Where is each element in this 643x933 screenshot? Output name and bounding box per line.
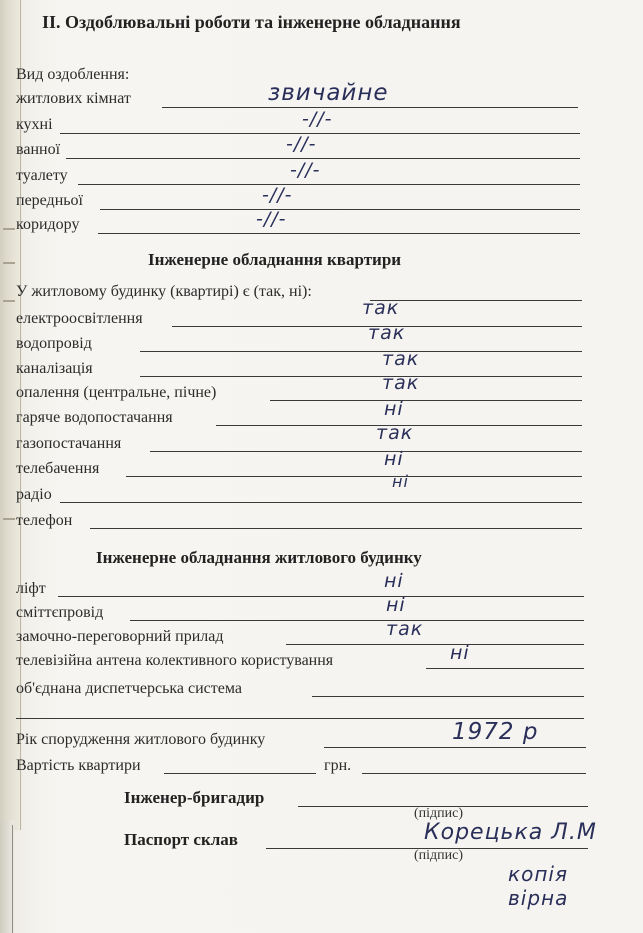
building-equipment-heading: Інженерне обладнання житлового будинку [96, 548, 422, 567]
equip-label-gas: газопостачання [16, 435, 122, 452]
fill-line [426, 668, 584, 669]
binding-edge-lower [12, 825, 13, 933]
engineer-caption: (підпис) [414, 806, 464, 821]
building-value-garbage: ні [386, 594, 406, 616]
binding-mark [3, 262, 15, 264]
finishing-label-hall: передньої [16, 192, 83, 209]
finishing-value-kitchen: -//- [302, 108, 333, 130]
year-value: 1972 р [452, 719, 539, 745]
cost-currency: грн. [324, 757, 352, 774]
finishing-value-corridor: -//- [256, 208, 287, 230]
equip-value-water: так [368, 322, 406, 344]
fill-line [78, 184, 580, 185]
finishing-value-hall: -//- [262, 184, 293, 206]
building-label-garbage: сміттєпровід [16, 604, 104, 621]
fill-line [130, 620, 584, 621]
equip-label-radio: радіо [16, 486, 52, 503]
equip-value-lighting: так [362, 297, 400, 319]
fill-line [98, 233, 580, 234]
finishing-label-rooms: житлових кімнат [16, 90, 131, 107]
equip-label-sewer: каналізація [16, 360, 93, 377]
finishing-label-toilet: туалету [16, 167, 68, 184]
fill-line [312, 696, 584, 697]
section-title: II. Оздоблювальні роботи та інженерне обладнання [42, 12, 461, 32]
fill-line [162, 107, 578, 108]
equip-label-tv: телебачення [16, 460, 100, 477]
fill-line [286, 644, 584, 645]
fill-line [66, 158, 580, 159]
building-label-dispatch: об'єднана диспетчерська система [16, 680, 242, 697]
fill-line [270, 400, 582, 401]
equip-label-lighting: електроосвітлення [16, 310, 143, 327]
binding-mark [3, 228, 15, 230]
building-label-lift: ліфт [16, 580, 46, 597]
binding-mark [3, 300, 15, 302]
equip-label-phone: телефон [16, 512, 73, 529]
cost-label: Вартість квартири [16, 757, 141, 774]
building-value-lift: ні [384, 570, 404, 592]
finishing-label-corridor: коридору [16, 216, 80, 233]
passport-label: Паспорт склав [124, 830, 238, 849]
equip-value-sewer: так [382, 348, 420, 370]
finishing-label-bathroom: ванної [16, 141, 61, 158]
equip-value-hot-water: ні [384, 398, 404, 420]
fill-line [140, 376, 582, 377]
fill-line [370, 300, 582, 301]
equip-label-water: водопровід [16, 335, 92, 352]
engineer-label: Інженер-бригадир [124, 788, 265, 807]
fill-line [140, 351, 582, 352]
apartment-equipment-intro: У житловому будинку (квартирі) є (так, ні): [16, 283, 312, 300]
fill-line [60, 133, 580, 134]
fill-line [90, 528, 582, 529]
fill-line [324, 747, 586, 748]
equip-value-radio: ні [392, 472, 409, 491]
finishing-label-kitchen: кухні [16, 116, 53, 133]
equip-value-gas: так [376, 422, 414, 444]
fill-line [100, 209, 580, 210]
fill-line [58, 596, 584, 597]
equip-value-heating: так [382, 372, 420, 394]
building-value-intercom: так [386, 618, 424, 640]
building-label-antenna: телевізійна антена колективного користування [16, 652, 334, 669]
apartment-equipment-heading: Інженерне обладнання квартири [148, 250, 402, 269]
fill-line [150, 451, 582, 452]
equip-label-heating: опалення (центральне, пічне) [16, 384, 217, 401]
certified-copy-note: копія вірна [508, 862, 569, 910]
fill-line [362, 773, 586, 774]
passport-caption: (підпис) [414, 848, 464, 863]
fill-line [126, 476, 582, 477]
finishing-value-toilet: -//- [290, 159, 321, 181]
equip-label-hot-water: гаряче водопостачання [16, 409, 173, 426]
binding-mark [3, 518, 15, 520]
fill-line [164, 773, 316, 774]
finishing-heading: Вид оздоблення: [16, 66, 130, 83]
fill-line [60, 502, 582, 503]
passport-signature: Корецька Л.М [424, 820, 597, 845]
year-label: Рік спорудження житлового будинку [16, 731, 266, 748]
finishing-value-rooms: звичайне [268, 80, 389, 106]
building-label-intercom: замочно-переговорний прилад [16, 628, 224, 645]
equip-value-tv: ні [384, 448, 404, 470]
building-value-antenna: ні [450, 642, 470, 664]
finishing-value-bathroom: -//- [286, 133, 317, 155]
